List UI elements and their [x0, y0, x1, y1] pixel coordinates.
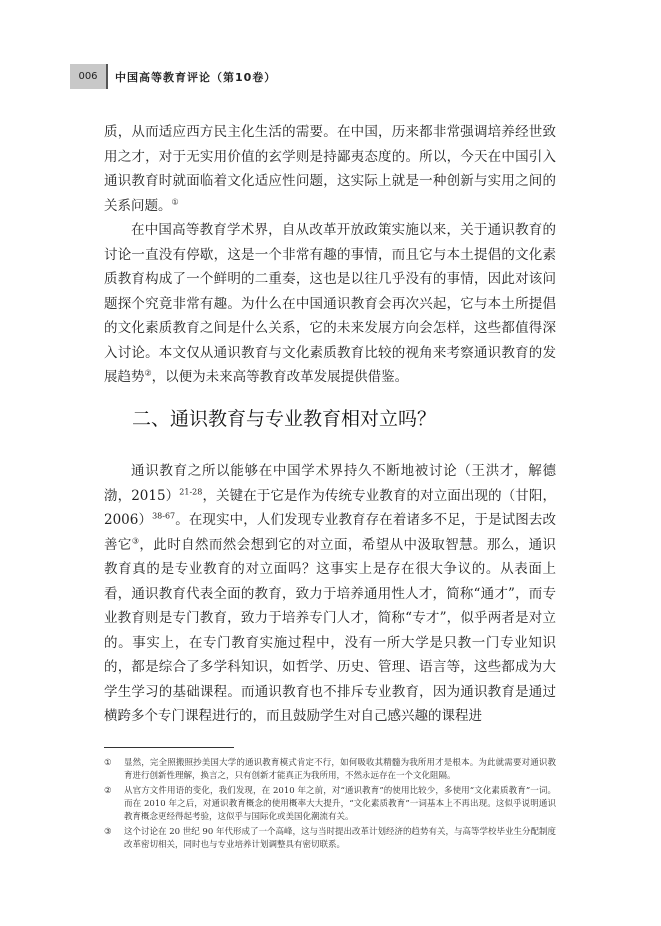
paragraph-3-text-b: ，关键在于它是作为传统专业教育的对立面出现的（甘阳，2006）	[104, 487, 557, 528]
citation-pages-2: 38-67	[152, 511, 176, 521]
paragraph-2	[104, 218, 556, 390]
page-number-box	[70, 64, 108, 89]
footnote-divider	[104, 747, 234, 748]
section-heading: 二、通识教育与专业教育相对立吗？	[132, 408, 437, 430]
footnote-ref-2[interactable]: ②	[144, 368, 152, 378]
footnote-3-text: 这个讨论在 20 世纪 90 年代形成了一个高峰，这与当时提出改革计划经济的趋势有关，与高等学校毕业生分配制度改革密切相关，同时也与专业培养计划调整具有密切联系。	[124, 827, 556, 850]
paragraph-3-text-a: 通识教育之所以能够在中国学术界持久不断地被讨论（王洪才，解德渤，2015）	[104, 463, 556, 504]
footnote-1-text: 显然，完全照搬照抄美国大学的通识教育模式肯定不行，如何吸收其精髓为我所用才是根本。为此就需要对通识教育进行创新性理解，换言之，只有创新才能真正为我所用，不然永远存在一个文化阻隔。	[124, 758, 556, 781]
paragraph-1-text: 质，从而适应西方民主化生活的需要。在中国，历来都非常强调培养经世致用之才，对于无实用价值的玄学则是持鄙夷态度的。所以，今天在中国引入通识教育时就面临着文化适应性问题，这实际上就是一种创新与实用之间的关系问题。	[104, 124, 556, 214]
paragraph-3	[104, 459, 556, 729]
paragraph-2-tail: ，以便为未来高等教育改革发展提供借鉴。	[151, 369, 409, 385]
page-header	[0, 0, 661, 100]
paragraph-3-text-d: ，此时自然而然会想到它的对立面，希望从中汲取智慧。那么，通识教育真的是专业教育的对立面吗？这事实上是存在很大争议的。从表面上看，通识教育代表全面的教育，致力于培养通用性人才，简称“通才”，而专业教育则是专门教育，致力于培养专门人才，简称“专才”，似乎两者是对立的。事实上，在专门教育实施过程中，没有一所大学是只教一门专业知识的，都是综合了多学科知识，如哲学、历史、管理、语言等，这些都成为大学生学习的基础课程。而通识教育也不排斥专业教育，因为通识教育是通过横跨多个专门课程进行的，而且鼓励学生对自己感兴趣的课程进	[104, 536, 557, 724]
footnote-1	[104, 757, 556, 783]
footnote-1-mark: ①	[104, 758, 112, 768]
footnote-2-text: 从官方文件用语的变化，我们发现，在 2010 年之前，对“通识教育”的使用比较少，多使用“文化素质教育”一词。而在 2010 年之后，对通识教育概念的使用概率大大提升，“文化素质教育”一词基本上不再出现。这似乎说明通识教育概念更经得起考验，这似乎与国际化或美国化潮流有关。	[124, 786, 556, 822]
footnote-3	[104, 826, 556, 852]
footnote-ref-1[interactable]: ①	[171, 197, 179, 206]
page-number: 006	[78, 71, 98, 82]
footnote-2-mark: ②	[104, 786, 112, 796]
paragraph-2-text: 在中国高等教育学术界，自从改革开放政策实施以来，关于通识教育的讨论一直没有停歇，这是一个非常有趣的事情，而且它与本土提倡的文化素质教育构成了一个鲜明的二重奏，这也是以往几乎没有的事情，因此对该问题探个究竟非常有趣。为什么在中国通识教育会再次兴起，它与本土所提倡的文化素质教育之间是什么关系，它的未来发展方向会怎样，这些都值得深入讨论。本文仅从通识教育与文化素质教育比较的视角来考察通识教育的发展趋势	[104, 222, 556, 385]
citation-pages-1: 21-28	[179, 487, 203, 496]
footnote-3-mark: ③	[104, 827, 112, 837]
footnote-ref-3[interactable]: ③	[131, 536, 140, 545]
paragraph-1	[104, 120, 556, 218]
running-title: 中国高等教育评论（第10卷）	[115, 71, 277, 84]
paragraph-3-text-c: 。在现实中，人们发现专业教育存在着诸多不足，于是试图去改善它	[104, 512, 556, 553]
footnote-2	[104, 785, 556, 824]
footnotes	[104, 757, 556, 854]
